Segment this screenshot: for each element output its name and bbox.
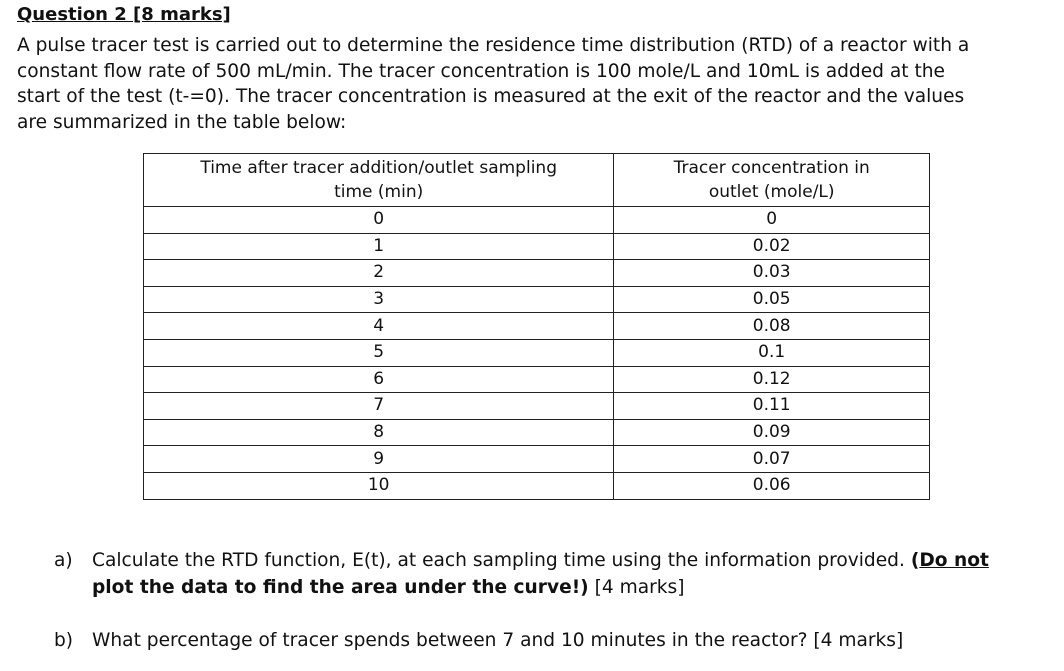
table-row [144, 339, 930, 366]
concentration-cell: 0.03 [614, 260, 930, 287]
intro-line: A pulse tracer test is carried out to determine the residence time distribution (RTD) of a reactor with a [17, 35, 970, 56]
question-part-a [54, 547, 989, 601]
time-cell: 1 [144, 233, 614, 260]
part-a-do-not: Do not [919, 550, 989, 571]
time-cell: 4 [144, 313, 614, 340]
part-a-label: a) [54, 550, 73, 571]
part-b-label: b) [54, 630, 74, 651]
time-cell: 3 [144, 286, 614, 313]
part-a-bold-text: plot the data to find the area under the curve!) [92, 577, 589, 598]
table-row [144, 233, 930, 260]
concentration-cell: 0.06 [614, 472, 930, 499]
concentration-cell: 0 [614, 207, 930, 234]
intro-line: are summarized in the table below: [17, 111, 347, 133]
table-row [144, 366, 930, 393]
table-row [144, 207, 930, 234]
intro-line: start of the test (t-=0). The tracer concentration is measured at the exit of the reactor and the values [17, 86, 965, 107]
time-column-header: Time after tracer addition/outlet sampling time (min) [144, 154, 614, 207]
concentration-cell: 0.11 [614, 393, 930, 420]
concentration-column-header: Tracer concentration in outlet (mole/L) [614, 154, 930, 207]
concentration-cell: 0.12 [614, 366, 930, 393]
part-a-text: Calculate the RTD function, E(t), at each sampling time using the information provided. [92, 550, 905, 571]
concentration-cell: 0.07 [614, 446, 930, 473]
time-cell: 10 [144, 472, 614, 499]
table-row [144, 472, 930, 499]
time-cell: 8 [144, 419, 614, 446]
concentration-cell: 0.02 [614, 233, 930, 260]
time-cell: 2 [144, 260, 614, 287]
intro-line: constant flow rate of 500 mL/min. The tracer concentration is 100 mole/L and 10mL is added at the [17, 60, 945, 82]
question-intro [17, 33, 1057, 135]
table-row [144, 393, 930, 420]
time-cell: 5 [144, 339, 614, 366]
table-row [144, 286, 930, 313]
time-cell: 0 [144, 207, 614, 234]
table-row [144, 313, 930, 340]
part-a-marks: [4 marks] [594, 577, 685, 598]
time-cell: 6 [144, 366, 614, 393]
time-cell: 9 [144, 446, 614, 473]
time-cell: 7 [144, 393, 614, 420]
concentration-cell: 0.08 [614, 313, 930, 340]
table-row [144, 446, 930, 473]
part-a-bold-open: ( [910, 550, 920, 571]
concentration-cell: 0.09 [614, 419, 930, 446]
table-row [144, 260, 930, 287]
question-part-b [54, 627, 903, 654]
concentration-cell: 0.1 [614, 339, 930, 366]
part-b-text: What percentage of tracer spends between 7 and 10 minutes in the reactor? [4 marks] [92, 630, 904, 651]
tracer-data-table [143, 153, 930, 500]
table-row [144, 419, 930, 446]
question-heading: Question 2 [8 marks] [17, 4, 231, 25]
concentration-cell: 0.05 [614, 286, 930, 313]
table-header-row [144, 154, 930, 207]
